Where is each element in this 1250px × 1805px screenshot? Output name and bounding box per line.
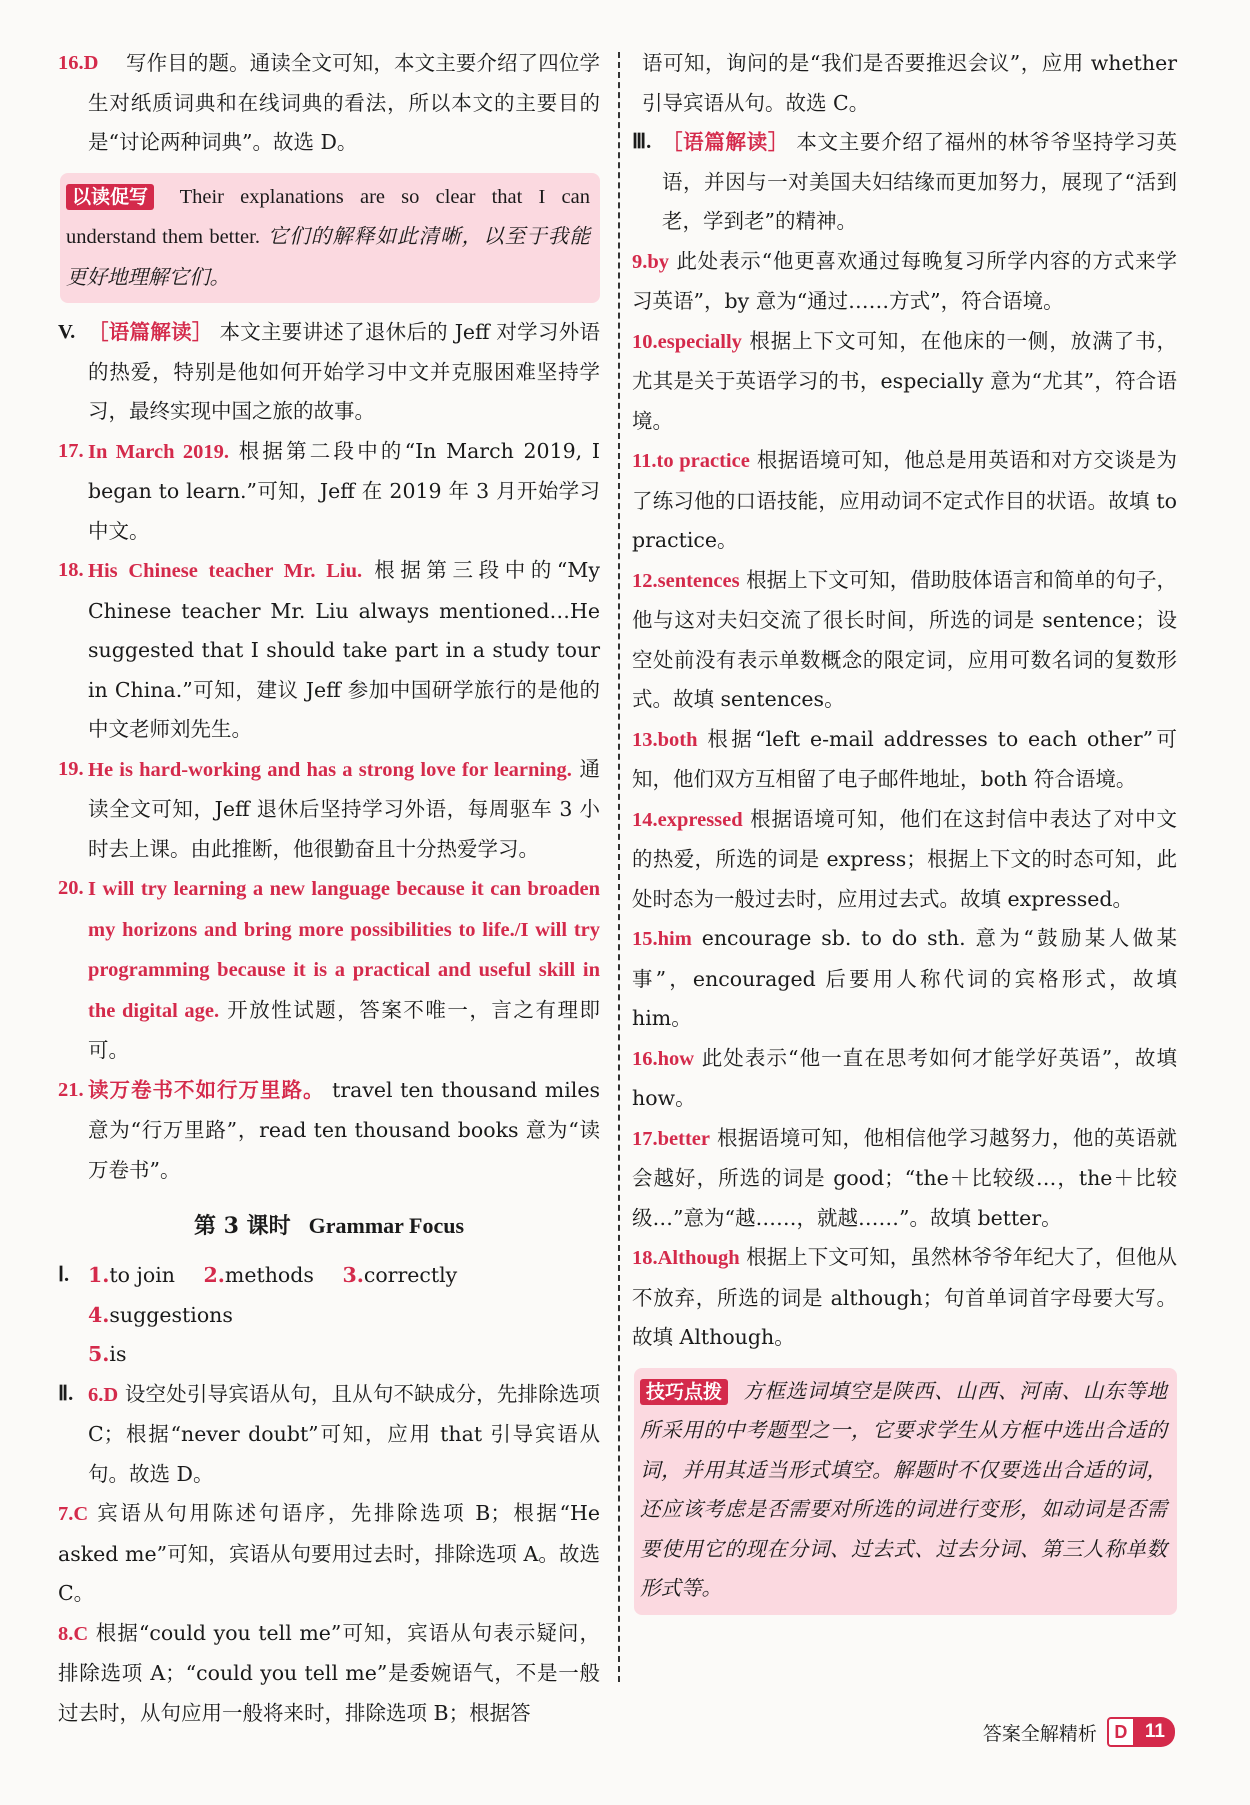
lesson-heading — [58, 1208, 600, 1244]
column-divider — [618, 52, 620, 1682]
answer-18 — [58, 551, 600, 750]
explanation: 根据上下文可知，虽然林爷爷年纪大了，但他从不放弃，所选的词是 although；句首单词首字母要大写。故填 Although。 — [632, 1245, 1177, 1349]
lesson-number: 第 3 课时 — [193, 1213, 291, 1239]
explanation: 开放性试题，答案不唯一，言之有理即可。 — [88, 997, 600, 1062]
answer-number: 21. — [58, 1078, 84, 1101]
answer-item: 2.methods — [203, 1263, 314, 1287]
answer-13 — [632, 720, 1177, 800]
answer-number: 10.especially — [632, 330, 742, 353]
explanation: 根据语境可知，他们在这封信中表达了对中文的热爱，所选的词是 express；根据上下文的时态可知，此处时态为一般过去时，应用过去式。故填 expressed。 — [632, 806, 1177, 911]
answer-number: 16.D — [58, 52, 99, 74]
answer-number: 18.Although — [632, 1247, 740, 1269]
explanation: 设空处引导宾语从句，且从句不缺成分，先排除选项 C；根据“never doubt”可知，应用 that 引导宾语从句。故选 D。 — [88, 1381, 600, 1486]
section-number: Ⅱ. — [58, 1382, 74, 1405]
answer-10 — [632, 322, 1177, 442]
section-iii — [632, 123, 1177, 242]
explanation: 此处表示“他更喜欢通过每晚复习所学内容的方式来学习英语”，by 意为“通过……方式”，符合语境。 — [632, 248, 1177, 313]
answer-item: 1.to join — [88, 1263, 175, 1287]
answer-text: I will try learning a new language because it can broaden my horizons and bring more possibilities to life./I will try programming because it is a practical and useful skill in the digital age. — [88, 878, 600, 1022]
answer-20 — [58, 869, 600, 1071]
tip-label: 技巧点拨 — [640, 1379, 728, 1405]
explanation: 根据“left e-mail addresses to each other”可知，他们双方互相留了电子邮件地址，both 符合语境。 — [632, 726, 1177, 791]
answer-number: 11.to practice — [632, 450, 750, 472]
lesson-title: Grammar Focus — [308, 1213, 465, 1238]
answer-9 — [632, 242, 1177, 322]
answer-number: 6.D — [88, 1383, 119, 1406]
section-ii — [58, 1375, 600, 1495]
answer-16b — [632, 1039, 1177, 1119]
left-column — [58, 44, 600, 1733]
answer-17 — [58, 432, 600, 552]
answer-number: 17.better — [632, 1127, 710, 1150]
tip-box-reading-writing — [60, 173, 600, 304]
answer-number: 14.expressed — [632, 808, 743, 831]
section-i-answers — [58, 1256, 600, 1375]
answer-21 — [58, 1071, 600, 1191]
answer-19 — [58, 750, 600, 870]
answer-text: 读万卷书不如行万里路。 — [88, 1079, 325, 1102]
answer-number: 20. — [58, 877, 84, 899]
page-footer — [983, 1718, 1175, 1746]
explanation: encourage sb. to do sth. 意为“鼓励某人做某事”，encouraged 后要用人称代词的宾格形式，故填 him。 — [632, 926, 1177, 1030]
answer-number: 17. — [58, 439, 84, 462]
answer-item: 4.suggestions — [88, 1302, 233, 1327]
answer-text: In March 2019. — [88, 440, 229, 463]
explanation: 根据第三段中的“My Chinese teacher Mr. Liu always mentioned…He suggested that I should take part in a study tour in China.”可知，建议 Jeff 参加中国研学旅行的是他的中文老师刘先生。 — [88, 558, 600, 741]
answer-number: 13.both — [632, 728, 698, 751]
footer-title: 答案全解精析 — [982, 1722, 1097, 1745]
answer-15 — [632, 919, 1177, 1039]
answer-11 — [632, 441, 1177, 561]
explanation: 写作目的题。通读全文可知，本文主要介绍了四位学生对纸质词典和在线词典的看法，所以本文的主要目的是“讨论两种词典”。故选 D。 — [88, 51, 600, 154]
answer-number: 12.sentences — [632, 569, 740, 592]
answer-14 — [632, 800, 1177, 920]
explanation: 根据语境可知，他总是用英语和对方交谈是为了练习他的口语技能，应用动词不定式作目的状语。故填 to practice。 — [632, 448, 1178, 552]
answer-item: 5.is — [88, 1342, 127, 1366]
answer-17b — [632, 1119, 1177, 1239]
explanation: 此处表示“他一直在思考如何才能学好英语”，故填 how。 — [632, 1045, 1177, 1110]
answer-text: His Chinese teacher Mr. Liu. — [88, 560, 363, 582]
section-number: V. — [58, 321, 76, 343]
answer-7 — [58, 1494, 600, 1614]
tip-label: 以读促写 — [66, 184, 154, 210]
badge-letter: D — [1107, 1717, 1135, 1747]
tip-chinese: 它们的解释如此清晰，以至于我能更好地理解它们。 — [66, 224, 590, 289]
explanation: 根据“could you tell me”可知，宾语从句表示疑问，排除选项 A；“could you tell me”是委婉语气，不是一般过去时，从句应用一般将来时，排除选项 B；根据答 — [58, 1620, 600, 1725]
explanation: 根据上下文可知，借助肢体语言和简单的句子，他与这对夫妇交流了很长时间，所选的词是 sentence；设空处前没有表示单数概念的限定词，应用可数名词的复数形式。故填 sentences。 — [632, 567, 1177, 711]
answer-number: 15.him — [632, 928, 692, 950]
right-column — [632, 44, 1177, 1625]
section-number: Ⅲ. — [632, 131, 652, 153]
section-tag: ［语篇解读］ — [662, 130, 790, 154]
page-number: 11 — [1135, 1717, 1175, 1747]
answer-number: 16.how — [632, 1047, 695, 1070]
answer-12 — [632, 561, 1177, 720]
answer-number: 8.C — [58, 1622, 89, 1645]
explanation: 根据第二段中的“In March 2019, I began to learn.”可知，Jeff 在 2019 年 3 月开始学习中文。 — [88, 438, 600, 543]
answer-item: 3.correctly — [342, 1263, 458, 1287]
page-badge — [1107, 1718, 1175, 1746]
answer-8 — [58, 1614, 600, 1734]
tip-english: Their explanations are so clear that I can understand them better. — [66, 185, 590, 248]
answer-number: 9.by — [632, 250, 670, 273]
explanation: travel ten thousand miles 意为“行万里路”，read ten thousand books 意为“读万卷书”。 — [88, 1077, 600, 1182]
section-text: 本文主要介绍了福州的林爷爷坚持学习英语，并因与一对美国夫妇结缘而更加努力，展现了“活到老，学到老”的精神。 — [662, 130, 1177, 233]
section-text: 本文主要讲述了退休后的 Jeff 对学习外语的热爱，特别是他如何开始学习中文并克服困难坚持学习，最终实现中国之旅的故事。 — [88, 320, 600, 423]
continued-text: 语可知，询问的是“我们是否要推迟会议”，应用 whether 引导宾语从句。故选 C。 — [642, 51, 1177, 115]
answer-text: He is hard-working and has a strong love for learning. — [88, 758, 572, 781]
tip-box-skills — [634, 1368, 1177, 1615]
section-v — [58, 313, 600, 432]
answer-number: 19. — [58, 757, 84, 780]
answer-18b — [632, 1238, 1177, 1358]
answer-number: 7.C — [58, 1503, 89, 1525]
section-number: Ⅰ. — [58, 1264, 70, 1286]
explanation: 通读全文可知，Jeff 退休后坚持学习外语，每周驱车 3 小时去上课。由此推断，他很勤奋且十分热爱学习。 — [88, 756, 600, 861]
explanation: 根据上下文可知，在他床的一侧，放满了书，尤其是关于英语学习的书，especially 意为“尤其”，符合语境。 — [632, 328, 1177, 433]
section-tag: ［语篇解读］ — [88, 320, 213, 344]
explanation: 根据语境可知，他相信他学习越努力，他的英语就会越好，所选的词是 good；“the＋比较级…，the＋比较级…”意为“越……，就越……”。故填 better。 — [632, 1125, 1177, 1230]
tip-text: 方框选词填空是陕西、山西、河南、山东等地所采用的中考题型之一，它要求学生从方框中选出合适的词，并用其适当形式填空。解题时不仅要选出合适的词，还应该考虑是否需要对所选的词进行变形，如动词是否需要使用它的现在分词、过去式、过去分词、第三人称单数形式等。 — [640, 1378, 1167, 1600]
explanation: 宾语从句用陈述句语序，先排除选项 B；根据“He asked me”可知，宾语从句要用过去时，排除选项 A。故选 C。 — [58, 1501, 600, 1605]
answer-16 — [58, 44, 600, 163]
answer-number: 18. — [58, 559, 84, 581]
